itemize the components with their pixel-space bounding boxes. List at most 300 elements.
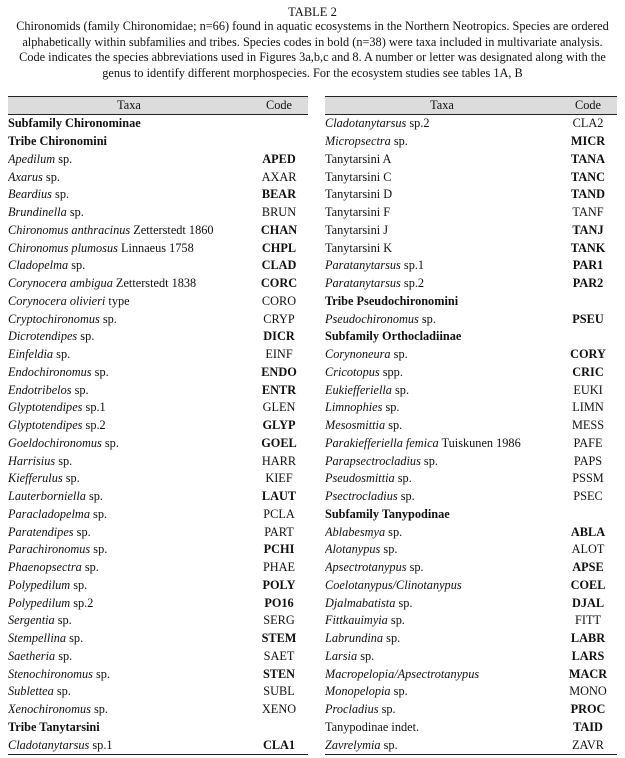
taxon-row [325, 577, 617, 595]
taxon-row [8, 470, 308, 488]
taxon-name [8, 151, 250, 169]
species-code: CRYP [263, 311, 295, 326]
header-row [325, 97, 617, 115]
taxon-row [325, 559, 617, 577]
taxon-name [325, 719, 559, 737]
taxon-qualifier: Tanytarsini A [325, 151, 392, 166]
taxon-name [325, 594, 559, 612]
taxon-genus: Kiefferulus [8, 471, 63, 486]
taxon-name [8, 168, 250, 186]
species-code: TANA [571, 151, 605, 166]
species-code: EINF [265, 347, 293, 362]
species-code: ENDO [261, 364, 297, 379]
taxon-name [325, 115, 559, 133]
species-code: CORC [260, 276, 298, 291]
taxon-name [8, 736, 250, 754]
species-code: MONO [569, 684, 607, 699]
taxon-qualifier: Tanytarsini C [325, 169, 392, 184]
species-code: KIEF [265, 471, 293, 486]
taxon-row [325, 719, 617, 737]
taxon-name [8, 612, 250, 630]
taxon-name [8, 293, 250, 311]
species-code: PO16 [264, 595, 294, 610]
taxon-qualifier: sp. [394, 471, 412, 486]
species-code: STEM [261, 631, 297, 646]
taxon-name [325, 346, 559, 364]
taxon-row [325, 594, 617, 612]
taxon-row [325, 346, 617, 364]
species-code: PCLA [263, 506, 295, 521]
taxon-genus: Pseudosmittia [325, 471, 395, 486]
taxon-row [325, 364, 617, 382]
taxon-genus: Beardius [8, 187, 52, 202]
group-heading-row [325, 506, 617, 524]
taxon-genus: Chironomus anthracinus [8, 222, 131, 237]
taxon-row [325, 381, 617, 399]
taxon-genus: Alotanypus [325, 542, 381, 557]
table-caption: Chironomids (family Chironomidae; n=66) found in aquatic ecosystems in the Northern Neotropics. Species are ordered alphabetically within subfamilies and tribes. Species codes in bold (n=38) were taxa included in multivariate analysis. Code indicates the species abbreviations used in Figures 3a,b,c and 8. A number or letter was designated along with the genus to identify different morphospecies. For the ecosystem studies see tables 1A, B [16, 19, 609, 80]
taxon-row [8, 559, 308, 577]
taxon-name [8, 523, 250, 541]
taxon-row [8, 310, 308, 328]
species-code: ZAVR [559, 736, 617, 754]
species-code: LABR [570, 631, 606, 646]
taxon-qualifier: sp. [395, 595, 413, 610]
taxon-name [8, 186, 250, 204]
taxon-genus: Limnophies [325, 400, 383, 415]
taxon-genus: Saetheria [8, 648, 56, 663]
taxon-row [325, 151, 617, 169]
taxon-qualifier: sp. [90, 542, 108, 557]
taxon-genus: Mesosmittia [325, 418, 386, 433]
taxon-qualifier: sp.2 [406, 116, 430, 131]
taxon-qualifier: spp. [379, 364, 403, 379]
taxon-row [325, 523, 617, 541]
code-header: Code [250, 97, 308, 115]
taxon-qualifier: sp.2 [400, 276, 425, 291]
group-heading-row [8, 115, 308, 133]
taxon-name [8, 435, 250, 453]
group-heading-row [325, 328, 617, 346]
taxon-name [8, 648, 250, 666]
taxon-genus: Parapsectrocladius [325, 453, 421, 468]
taxon-genus: Cladotanytarsus [325, 116, 407, 131]
taxon-row [8, 222, 308, 240]
taxon-qualifier: sp. [55, 648, 73, 663]
taxon-row [325, 701, 617, 719]
taxon-row [8, 648, 308, 666]
taxon-name [325, 435, 559, 453]
species-code: GOEL [261, 435, 297, 450]
taxa-header: Taxa [8, 97, 250, 115]
species-code: APSE [572, 560, 604, 575]
taxon-genus: Axarus [8, 169, 43, 184]
taxon-name [325, 648, 559, 666]
taxon-name [8, 701, 250, 719]
taxon-name [8, 222, 250, 240]
species-code: PSEC [573, 489, 603, 504]
taxon-qualifier: sp. [406, 560, 424, 575]
taxon-genus: Glyptotendipes [8, 418, 83, 433]
taxon-qualifier: sp. [385, 418, 403, 433]
species-code: PAR1 [572, 258, 604, 273]
taxon-genus: Goeldochironomus [8, 435, 102, 450]
taxon-qualifier: sp. [420, 453, 438, 468]
taxon-qualifier: Zetterstedt 1838 [112, 276, 197, 291]
taxon-genus: Macropelopia/Apsectrotanypus [325, 666, 480, 681]
taxon-qualifier: sp. [85, 489, 103, 504]
taxon-qualifier: sp. [71, 382, 89, 397]
taxon-qualifier: sp. [382, 400, 400, 415]
species-code: PSSM [572, 471, 604, 486]
taxon-genus: Corynoneura [325, 347, 391, 362]
species-code: LAUT [261, 489, 297, 504]
species-code: ENTR [261, 382, 297, 397]
taxon-row [8, 275, 308, 293]
group-heading: Subfamily Orthocladiinae [325, 329, 462, 344]
taxon-row [325, 541, 617, 559]
taxon-row [325, 399, 617, 417]
taxon-name [8, 204, 250, 222]
taxon-genus: Apedilum [8, 151, 56, 166]
taxon-row [325, 257, 617, 275]
taxon-row [8, 594, 308, 612]
taxon-name [8, 417, 250, 435]
taxa-table-right [325, 96, 617, 755]
taxon-qualifier: type [105, 293, 130, 308]
species-code: CHPL [261, 240, 297, 255]
taxon-genus: Cricotopus [325, 364, 380, 379]
taxon-genus: Sublettea [8, 684, 54, 699]
taxon-genus: Chironomus plumosus [8, 240, 118, 255]
taxon-name [325, 470, 559, 488]
taxon-row [325, 648, 617, 666]
group-heading-row [8, 133, 308, 151]
taxon-name [8, 506, 250, 524]
taxon-name [325, 612, 559, 630]
taxon-row [325, 186, 617, 204]
taxon-genus: Psectrocladius [325, 489, 398, 504]
taxon-row [8, 612, 308, 630]
taxon-genus: Ablabesmya [325, 524, 386, 539]
taxon-row [8, 541, 308, 559]
taxon-qualifier: sp. [66, 631, 84, 646]
taxon-name [8, 399, 250, 417]
taxon-row [8, 239, 308, 257]
taxon-qualifier: sp. [92, 666, 111, 681]
taxon-qualifier: Zetterstedt 1860 [130, 222, 214, 237]
taxon-name [325, 523, 559, 541]
group-heading: Tribe Tanytarsini [8, 719, 100, 734]
taxon-row [325, 133, 617, 151]
taxon-row [8, 151, 308, 169]
species-code: PHAE [262, 560, 296, 575]
taxon-row [8, 577, 308, 595]
taxon-genus: Endochironomus [8, 364, 92, 379]
species-code: MICR [570, 134, 606, 149]
taxon-name [325, 364, 559, 382]
taxon-name [8, 364, 250, 382]
taxon-genus: Cladopelma [8, 258, 69, 273]
species-code: MESS [571, 418, 605, 433]
taxon-name [325, 665, 559, 683]
taxon-row [8, 417, 308, 435]
group-heading: Subfamily Tanypodinae [325, 506, 450, 521]
taxon-qualifier: sp. [55, 453, 73, 468]
species-code: DICR [263, 329, 295, 344]
taxon-genus: Glyptotendipes [8, 400, 83, 415]
species-code: EUKI [573, 382, 603, 397]
taxon-genus: Endotribelos [8, 382, 72, 397]
taxon-name [8, 239, 250, 257]
species-code: TAID [573, 719, 603, 734]
taxon-qualifier: Tanytarsini F [325, 205, 391, 220]
taxon-name [8, 559, 250, 577]
taxon-row [8, 665, 308, 683]
taxon-row [8, 381, 308, 399]
taxon-genus: Larsia [325, 648, 358, 663]
species-code: TANF [572, 205, 604, 220]
taxon-name [325, 257, 559, 275]
taxon-row [8, 435, 308, 453]
taxon-genus: Apsectrotanypus [325, 560, 407, 575]
taxon-qualifier: sp. [53, 684, 71, 699]
taxon-name [325, 488, 559, 506]
taxon-name [325, 186, 559, 204]
taxon-name [8, 577, 250, 595]
taxon-row [8, 452, 308, 470]
taxon-qualifier: sp. [54, 613, 72, 628]
taxon-qualifier: sp. [70, 577, 88, 592]
taxon-name [325, 417, 559, 435]
taxon-row [8, 701, 308, 719]
species-code: POLY [262, 577, 296, 592]
taxon-genus: Procladius [325, 702, 379, 717]
taxon-genus: Parakiefferiella femica [325, 435, 439, 450]
taxon-qualifier: sp. [385, 524, 403, 539]
taxon-row [325, 222, 617, 240]
taxon-genus: Coelotanypus/Clinotanypus [325, 577, 462, 592]
species-code: COEL [570, 577, 606, 592]
taxon-name [8, 328, 250, 346]
taxa-header: Taxa [325, 97, 559, 115]
taxon-name [325, 630, 559, 648]
taxon-qualifier: sp. [73, 524, 91, 539]
taxon-genus: Brundinella [8, 205, 67, 220]
taxon-name [325, 275, 559, 293]
taxon-genus: Sergentia [8, 613, 55, 628]
species-code: TANC [571, 169, 605, 184]
species-code: SAET [263, 648, 295, 663]
taxon-row [325, 470, 617, 488]
group-heading-row [8, 719, 308, 737]
taxon-name [8, 541, 250, 559]
taxon-row [8, 204, 308, 222]
taxon-name [325, 133, 559, 151]
species-code: CHAN [260, 222, 298, 237]
taxon-qualifier: sp. [391, 382, 410, 397]
taxon-row [325, 310, 617, 328]
species-code: BEAR [261, 187, 297, 202]
taxon-qualifier: sp. [90, 702, 108, 717]
taxon-name [8, 665, 250, 683]
taxon-genus: Phaenopsectra [8, 560, 82, 575]
taxon-genus: Polypedilum [8, 595, 71, 610]
species-code: CLA1 [250, 736, 308, 754]
taxon-row [325, 417, 617, 435]
taxon-genus: Corynocera olivieri [8, 293, 106, 308]
taxon-row [325, 239, 617, 257]
taxon-name [325, 399, 559, 417]
taxon-qualifier: sp. [81, 560, 99, 575]
taxon-qualifier: sp. [397, 489, 415, 504]
species-code: PCHI [263, 542, 295, 557]
taxon-row [8, 683, 308, 701]
taxon-qualifier: sp. [390, 134, 408, 149]
taxon-qualifier: Tanytarsini D [325, 187, 393, 202]
taxon-qualifier: sp. [77, 329, 95, 344]
taxon-row [8, 346, 308, 364]
taxon-genus: Monopelopia [325, 684, 391, 699]
taxon-row [8, 630, 308, 648]
species-code: SERG [263, 613, 295, 628]
group-heading: Tribe Chironomini [8, 134, 107, 149]
species-code: STEN [262, 666, 296, 681]
taxon-genus: Lauterborniella [8, 489, 86, 504]
taxon-name [325, 204, 559, 222]
species-code: TAND [571, 187, 605, 202]
species-code: XENO [261, 702, 297, 717]
taxon-row [8, 257, 308, 275]
taxon-genus: Paracladopelma [8, 506, 90, 521]
species-code: ALOT [571, 542, 605, 557]
taxon-name [8, 310, 250, 328]
taxon-name [325, 683, 559, 701]
taxon-name [325, 168, 559, 186]
taxon-name [325, 222, 559, 240]
taxon-row [325, 630, 617, 648]
taxon-qualifier: sp. [390, 347, 408, 362]
taxon-qualifier: sp.2 [70, 595, 94, 610]
species-code: PSEU [572, 311, 604, 326]
taxon-genus: Stempellina [8, 631, 67, 646]
taxon-name [325, 541, 559, 559]
taxon-row [8, 736, 308, 754]
taxon-qualifier: sp. [357, 648, 375, 663]
taxon-row [8, 293, 308, 311]
taxon-name [8, 683, 250, 701]
species-code: TANK [570, 240, 606, 255]
taxon-qualifier: sp.2 [82, 418, 106, 433]
taxon-row [325, 204, 617, 222]
taxon-genus: Zavrelymia [325, 737, 381, 752]
taxon-genus: Einfeldia [8, 347, 54, 362]
taxon-row [8, 399, 308, 417]
taxon-name [8, 488, 250, 506]
taxon-row [325, 115, 617, 133]
species-code: TANJ [572, 222, 604, 237]
taxon-genus: Harrisius [8, 453, 56, 468]
group-heading: Subfamily Chironominae [8, 116, 141, 131]
taxon-row [8, 523, 308, 541]
taxon-name [8, 346, 250, 364]
code-header: Code [559, 97, 617, 115]
species-code: PAR2 [572, 276, 604, 291]
taxon-genus: Micropsectra [325, 134, 391, 149]
species-code: LIMN [572, 400, 604, 415]
taxon-row [8, 168, 308, 186]
taxon-row [325, 683, 617, 701]
taxon-row [325, 168, 617, 186]
taxon-genus: Cladotanytarsus [8, 737, 90, 752]
taxon-qualifier: sp. [51, 187, 70, 202]
species-code: MACR [568, 666, 608, 681]
taxon-name [8, 470, 250, 488]
taxon-qualifier: sp. [383, 631, 401, 646]
taxon-qualifier: sp. [101, 435, 119, 450]
taxon-qualifier: sp.1 [82, 400, 106, 415]
taxon-qualifier: sp. [418, 311, 436, 326]
taxon-genus: Paratendipes [8, 524, 74, 539]
taxon-genus: Dicrotendipes [8, 329, 78, 344]
taxon-name [325, 577, 559, 595]
taxon-qualifier: sp. [387, 613, 405, 628]
species-code: HARR [261, 453, 297, 468]
species-code: ABLA [570, 524, 606, 539]
taxon-row [325, 488, 617, 506]
taxon-name [8, 275, 250, 293]
taxon-qualifier: sp. [91, 364, 109, 379]
taxon-row [8, 364, 308, 382]
taxon-row [325, 736, 617, 754]
species-code: DJAL [571, 595, 605, 610]
taxon-row [8, 488, 308, 506]
species-code: CLAD [261, 258, 297, 273]
taxon-name [325, 381, 559, 399]
taxon-qualifier: sp. [99, 311, 117, 326]
taxon-genus: Pseudochironomus [325, 311, 419, 326]
taxa-table-left [8, 96, 308, 755]
taxon-genus: Parachironomus [8, 542, 91, 557]
taxon-name [325, 701, 559, 719]
taxon-genus: Eukiefferiella [325, 382, 392, 397]
species-code: APED [262, 151, 296, 166]
table-title: TABLE 2 [288, 5, 337, 19]
taxon-genus: Djalmabatista [325, 595, 396, 610]
taxon-row [325, 665, 617, 683]
species-code: PAPS [573, 453, 603, 468]
taxon-qualifier: sp. [380, 737, 398, 752]
taxon-name [8, 257, 250, 275]
taxon-name [8, 452, 250, 470]
species-code: FITT [575, 613, 601, 628]
taxon-qualifier: sp. [68, 258, 86, 273]
taxon-genus: Corynocera ambigua [8, 276, 113, 291]
taxon-row [8, 506, 308, 524]
taxon-qualifier: sp. [62, 471, 80, 486]
group-heading: Tribe Pseudochironomini [325, 293, 459, 308]
species-code: AXAR [261, 169, 297, 184]
taxon-genus: Fittkauimyia [325, 613, 388, 628]
taxon-genus: Polypedilum [8, 577, 71, 592]
taxon-genus: Paratanytarsus [325, 258, 401, 273]
taxon-qualifier: sp. [53, 347, 71, 362]
species-code: SUBL [263, 684, 295, 699]
species-code: BRUN [261, 205, 297, 220]
taxon-qualifier: sp. [380, 542, 398, 557]
taxon-name [8, 594, 250, 612]
taxon-qualifier: Tanypodinae indet. [325, 719, 420, 734]
